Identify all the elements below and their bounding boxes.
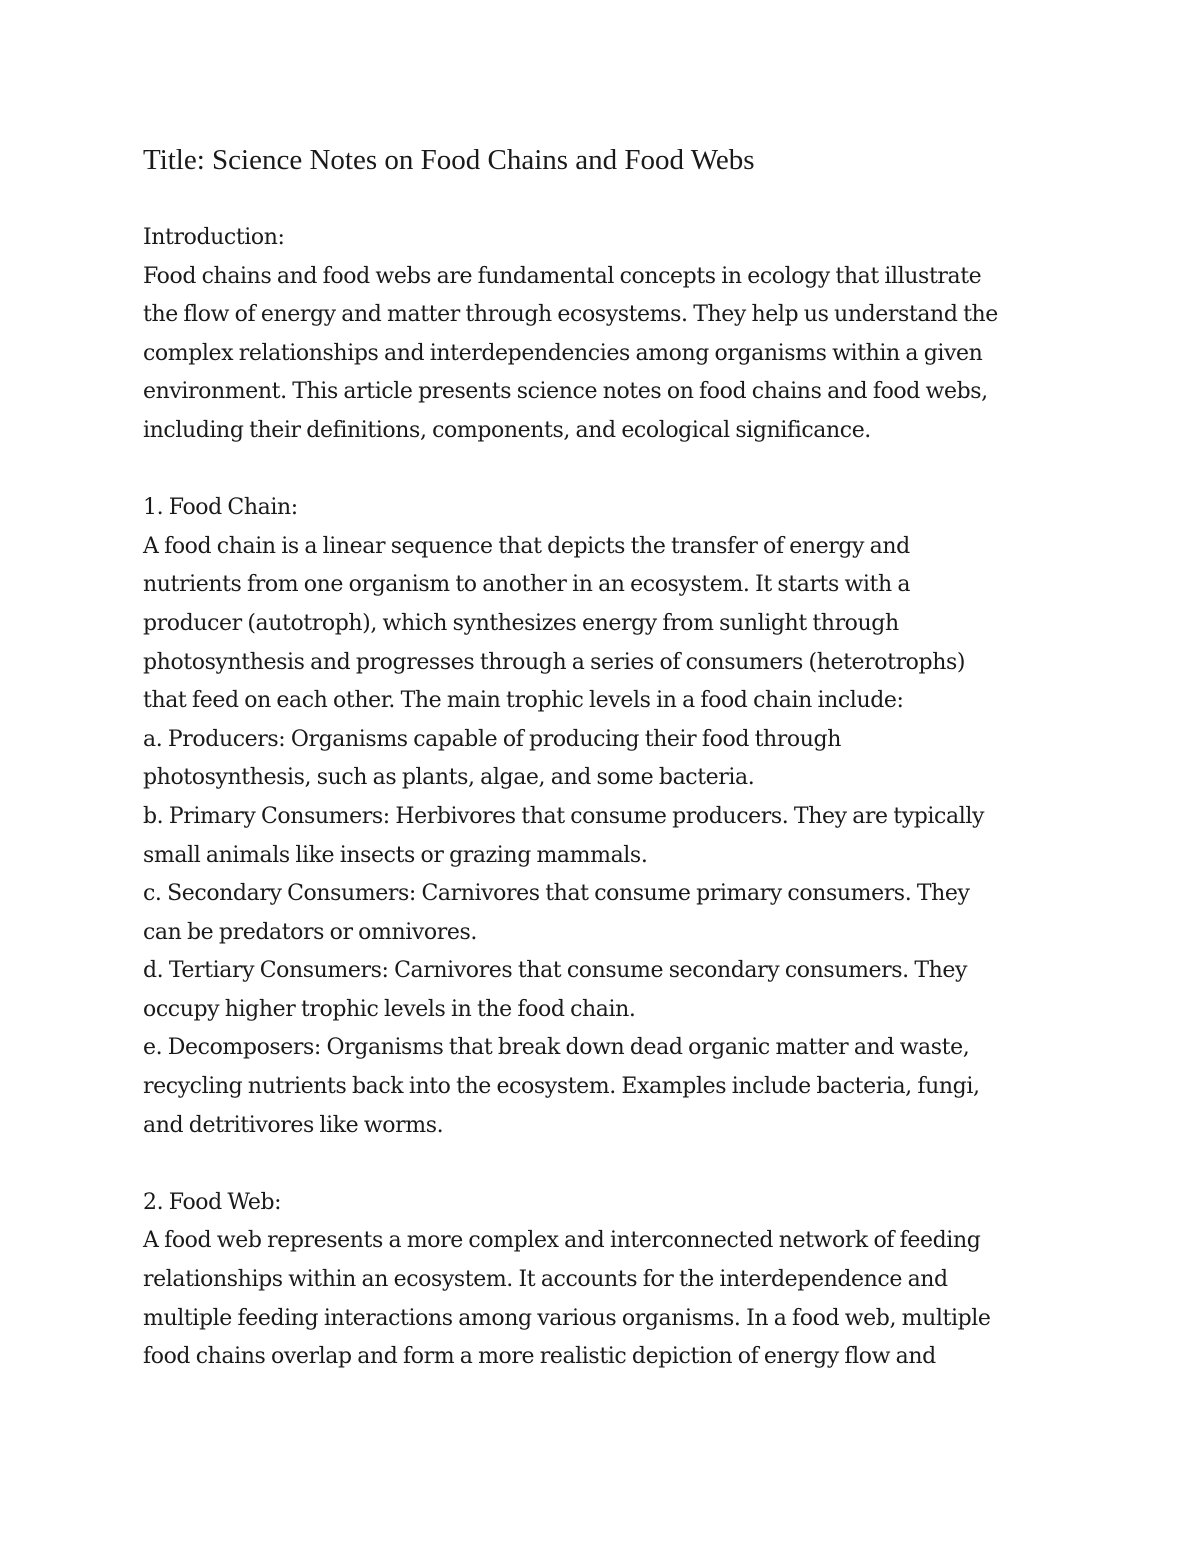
food-web-paragraph-line: multiple feeding interactions among various organisms. In a food web, multiple [143, 1305, 991, 1331]
list-item-tertiary-consumers-cont: occupy higher trophic levels in the food chain. [143, 996, 636, 1022]
list-item-primary-consumers: b. Primary Consumers: Herbivores that consume producers. They are typically [143, 803, 984, 829]
list-item-secondary-consumers: c. Secondary Consumers: Carnivores that consume primary consumers. They [143, 881, 970, 907]
intro-paragraph-line: the flow of energy and matter through ecosystems. They help us understand the [143, 302, 998, 328]
intro-paragraph-line: including their definitions, components, and ecological significance. [143, 417, 871, 443]
intro-heading: Introduction: [143, 225, 285, 250]
food-chain-heading: 1. Food Chain: [143, 495, 298, 521]
paragraph-gap [143, 1145, 1073, 1184]
document-title: Title: Science Notes on Food Chains and Food Webs [143, 144, 755, 176]
food-chain-paragraph-line: that feed on each other. The main trophic levels in a food chain include: [143, 688, 904, 714]
list-item-producers: a. Producers: Organisms capable of producing their food through [143, 726, 841, 752]
list-item-decomposers-cont: and detritivores like worms. [143, 1112, 444, 1138]
list-item-primary-consumers-cont: small animals like insects or grazing mammals. [143, 842, 648, 868]
list-item-decomposers-cont: recycling nutrients back into the ecosystem. Examples include bacteria, fungi, [143, 1074, 980, 1100]
document-body [143, 219, 1073, 1377]
food-web-paragraph-line: A food web represents a more complex and interconnected network of feeding [143, 1228, 981, 1254]
food-web-heading: 2. Food Web: [143, 1189, 282, 1215]
food-chain-paragraph-line: A food chain is a linear sequence that depicts the transfer of energy and [143, 533, 910, 559]
food-web-paragraph-line: food chains overlap and form a more realistic depiction of energy flow and [143, 1344, 936, 1370]
list-item-secondary-consumers-cont: can be predators or omnivores. [143, 919, 477, 945]
food-chain-paragraph-line: photosynthesis and progresses through a series of consumers (heterotrophs) [143, 649, 966, 675]
intro-paragraph-line: Food chains and food webs are fundamental concepts in ecology that illustrate [143, 263, 982, 289]
intro-paragraph-line: complex relationships and interdependencies among organisms within a given [143, 340, 983, 366]
food-chain-paragraph-line: nutrients from one organism to another in an ecosystem. It starts with a [143, 572, 911, 598]
paragraph-gap [143, 451, 1073, 490]
list-item-decomposers: e. Decomposers: Organisms that break down dead organic matter and waste, [143, 1035, 970, 1061]
food-chain-paragraph-line: producer (autotroph), which synthesizes energy from sunlight through [143, 610, 899, 636]
list-item-tertiary-consumers: d. Tertiary Consumers: Carnivores that consume secondary consumers. They [143, 958, 968, 984]
intro-paragraph-line: environment. This article presents science notes on food chains and food webs, [143, 379, 988, 405]
food-web-paragraph-line: relationships within an ecosystem. It accounts for the interdependence and [143, 1267, 948, 1293]
list-item-producers-cont: photosynthesis, such as plants, algae, and some bacteria. [143, 765, 755, 791]
